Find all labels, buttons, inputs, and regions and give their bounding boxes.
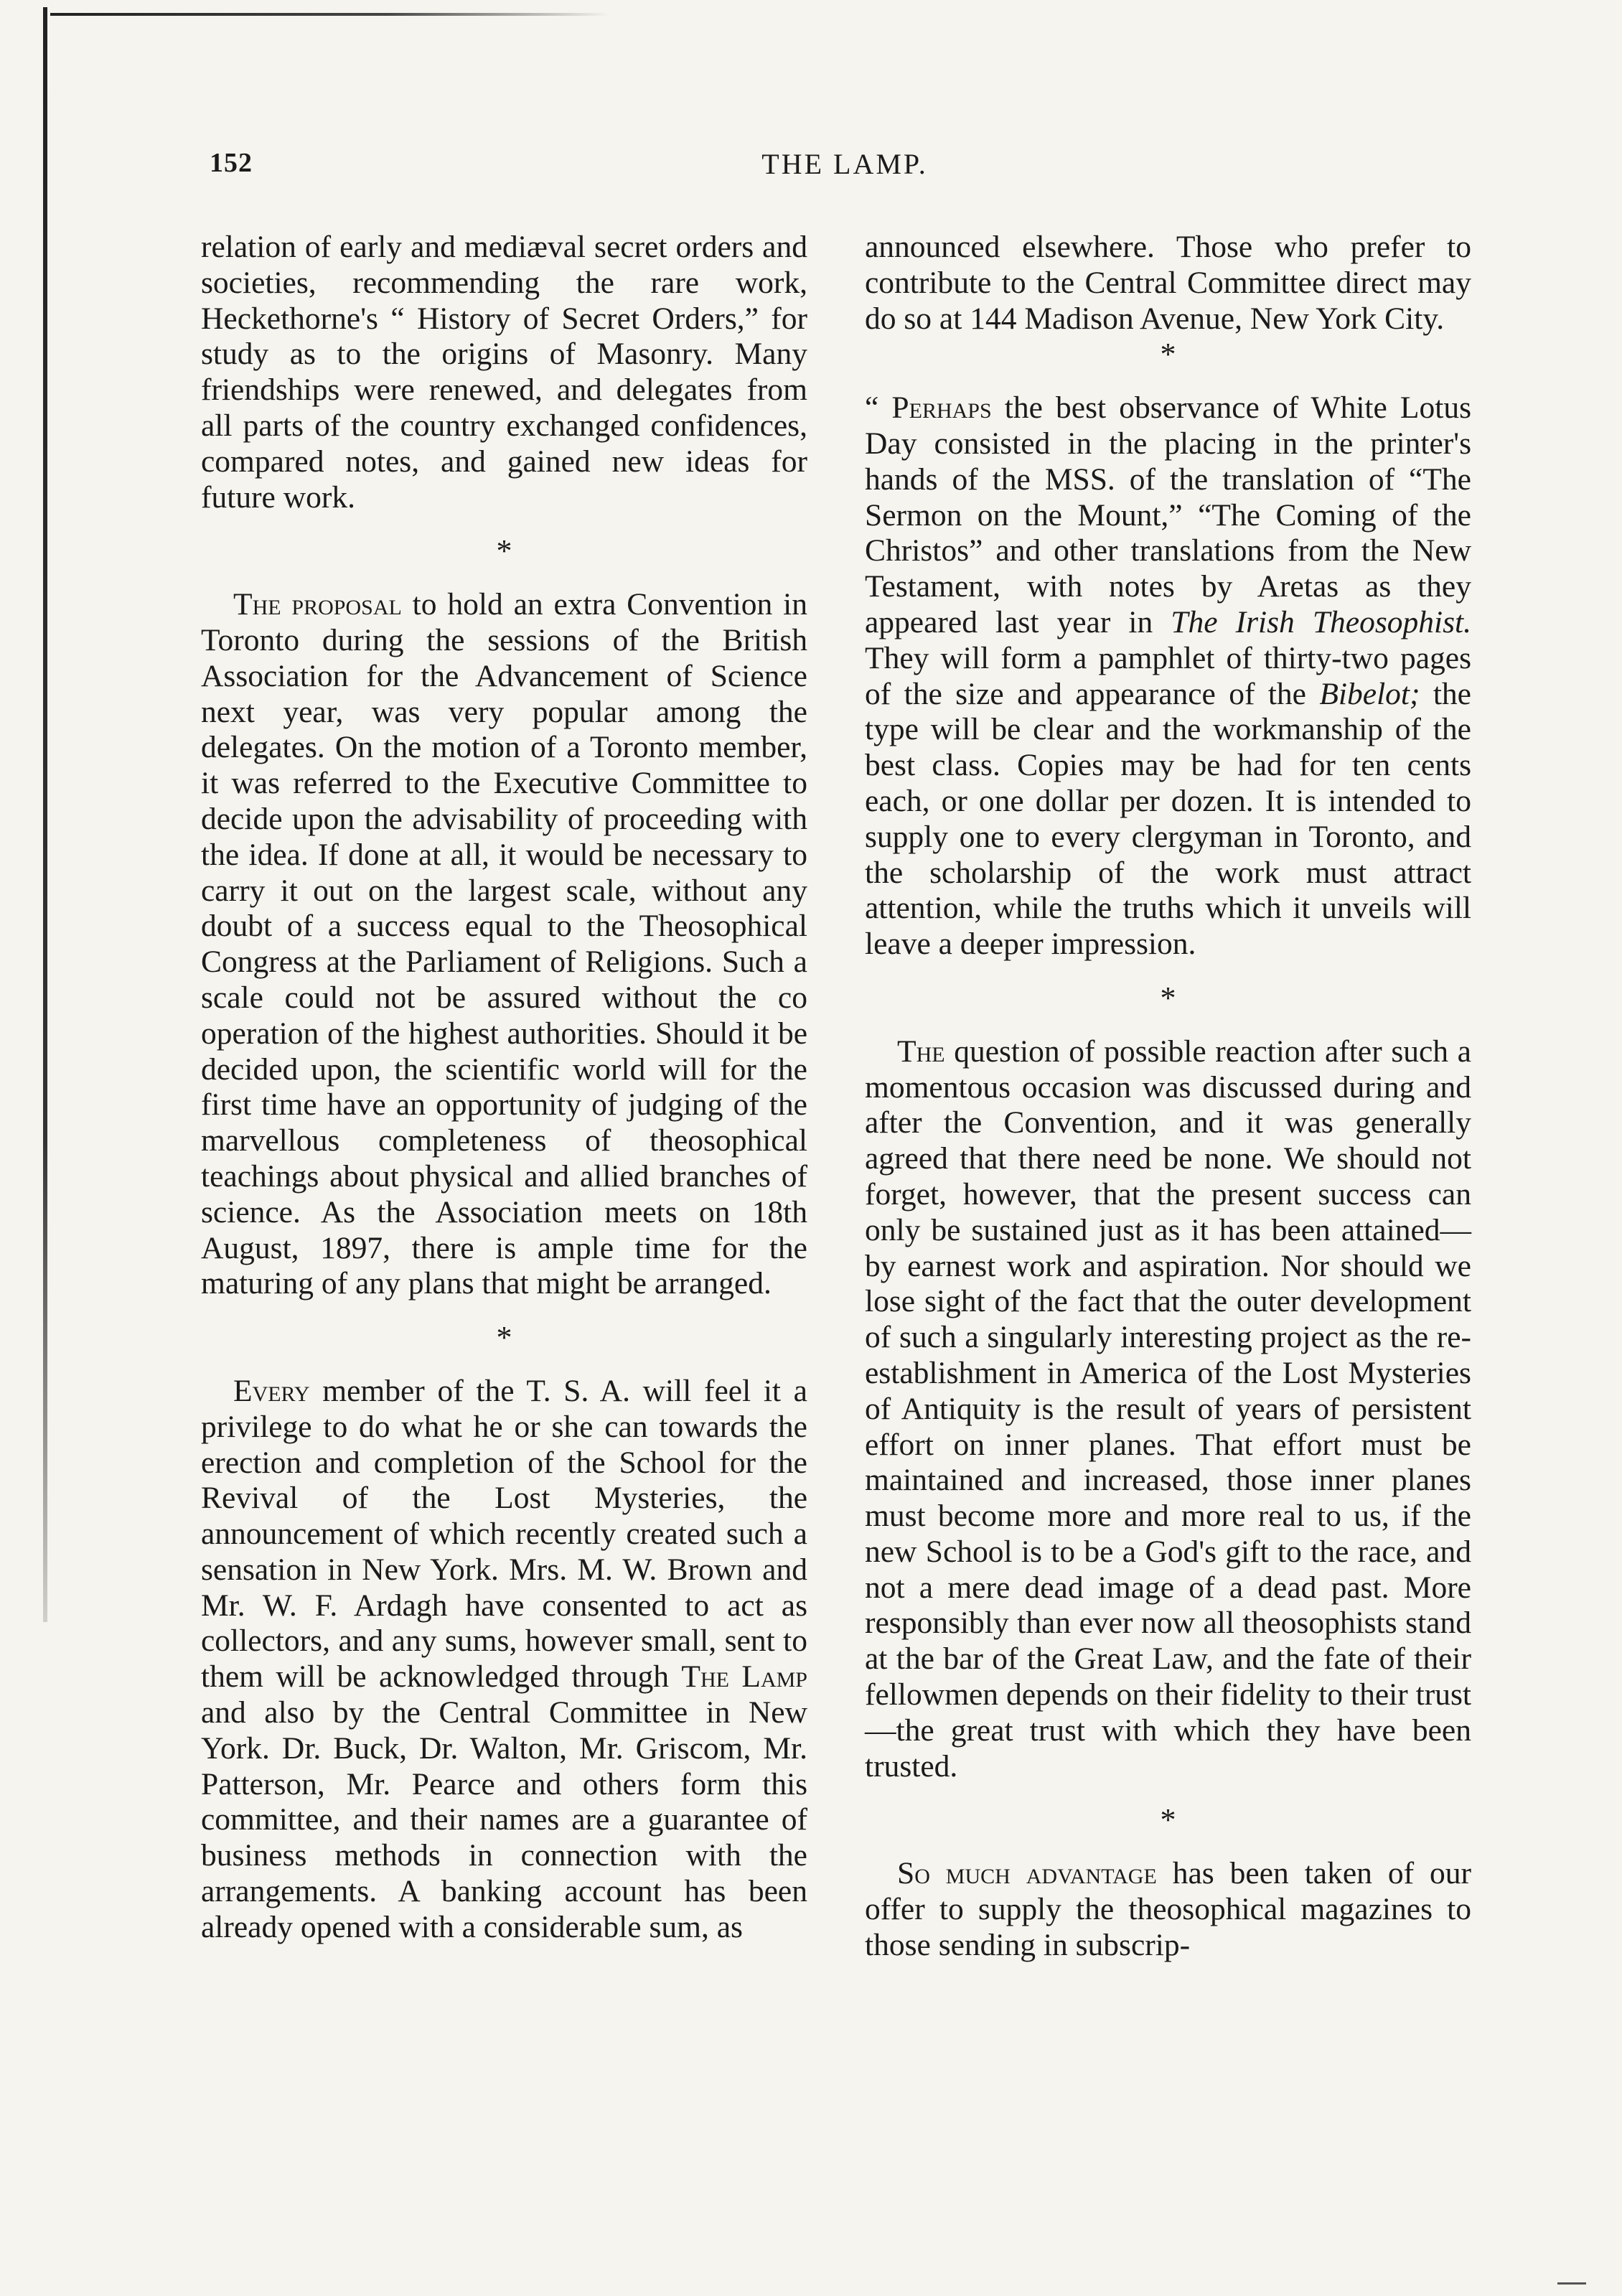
paragraph-continuation: announced elsewhere. Those who prefer to contribute to the Central Committee direct may do so at 144 Madison Avenue, New York City. (865, 230, 1471, 336)
italic-title: The Irish Theosophist. (1171, 604, 1471, 639)
paragraph-lead: The (897, 1034, 945, 1069)
paragraph-lead: The proposal (233, 587, 402, 622)
right-column (865, 230, 1471, 1964)
italic-title: Bibelot; (1319, 676, 1420, 711)
paragraph-text: question of possible reaction after such a momentous occasion was discussed during and after the Convention, and it was generally agreed that there need be none. We should not forget, however, that the present success can only be sustained just as it has been attained—by earnest work and aspiration. Nor should we lose sight of the fact that the outer development of such a singularly interesting project as the re-establishment in America of the Lost Mysteries of Antiquity is the result of years of persistent effort on inner planes. That effort must be maintained and increased, those inner planes must become more and more real to us, if the new School is to be a God's gift to the race, and not a mere dead image of a dead past. More responsibly than ever now all theosophists stand at the bar of the Great Law, and the fate of their fellowmen depends on their fidelity to their trust—the great trust with which they have been trusted. (865, 1034, 1471, 1784)
paragraph-lead: Perhaps (891, 390, 992, 426)
paragraph-proposal (201, 587, 807, 1302)
paragraph-reaction (865, 1034, 1471, 1785)
paragraph-advantage (865, 1856, 1471, 1963)
page-number: 152 (210, 148, 253, 178)
separator-asterisk: * (1160, 1802, 1176, 1838)
separator-asterisk: * (496, 533, 512, 569)
paragraph-text: and also by the Central Committee in New York. Dr. Buck, Dr. Walton, Mr. Griscom, Mr. Patterson, Mr. Pearce and others form this committee, and their names are a guarantee of business methods in connection with the arrangements. A banking account has been already opened with a considerable sum, as (201, 1695, 807, 1944)
separator-asterisk: * (1160, 980, 1176, 1016)
paragraph-text: has been taken of our offer to supply the theosophical magazines to those sending in subscrip- (865, 1856, 1471, 1962)
separator-asterisk: * (1160, 337, 1176, 372)
lamp-reference: The Lamp (681, 1659, 807, 1695)
paragraph-lead: So much advantage (897, 1856, 1157, 1891)
paragraph-text: the best observance of White Lotus Day consisted in the placing in the printer's hands of the MSS. of the translation of “The Sermon on the Mount,” “The Coming of the Christos” and other translations from the New Testament, with notes by Aretas as they appeared last year in (865, 390, 1471, 639)
paragraph-every-member (201, 1374, 807, 1946)
page-edge-shadow (43, 7, 47, 1622)
running-head: THE LAMP. (761, 148, 928, 180)
left-column (201, 230, 807, 1946)
paragraph-perhaps (865, 390, 1471, 962)
separator-asterisk: * (496, 1320, 512, 1356)
top-rule (50, 13, 610, 16)
paragraph-continuation: relation of early and mediæval secret orders and societies, recommending the rare work, Heckethorne's “ History of Secret Orders,” for study as to the origins of Masonry. Many friendships were renewed, and delegates from all parts of the country exchanged confidences, compared notes, and gained new ideas for future work. (201, 230, 807, 515)
paragraph-text: the type will be clear and the workmanship of the best class. Copies may be had for ten cents each, or one dollar per dozen. It is intended to supply one to every clergyman in Toronto, and the scholarship of the work must attract attention, while the truths which it unveils will leave a deeper impression. (865, 676, 1471, 962)
footer-mark (1557, 2282, 1586, 2285)
paragraph-text: They will form a pamphlet of thirty-two pages of the size and appearance of the (865, 640, 1471, 711)
paragraph-text: to hold an extra Convention in Toronto during the sessions of the British Association for the Advancement of Science next year, was very popular among the delegates. On the motion of a Toronto member, it was referred to the Executive Committee to decide upon the advisability of proceeding with the idea. If done at all, it would be necessary to carry it out on the largest scale, without any doubt of a success equal to the Theosophical Congress at the Parliament of Religions. Such a scale could not be assured without the co operation of the highest authorities. Should it be decided upon, the scientific world will for the first time have an opportunity of judging of the marvellous completeness of theosophical teachings about physical and allied branches of science. As the Association meets on 18th August, 1897, there is ample time for the maturing of any plans that might be arranged. (201, 587, 807, 1301)
page-header (210, 147, 1480, 190)
paragraph-lead: Every (233, 1373, 310, 1408)
opening-quote: “ (865, 390, 892, 426)
paragraph-text: member of the T. S. A. will feel it a privilege to do what he or she can towards the erection and completion of the School for the Revival of the Lost Mysteries, the announcement of which recently created such a sensation in New York. Mrs. M. W. Brown and Mr. W. F. Ardagh have consented to act as collectors, and any sums, however small, sent to them will be acknowledged through (201, 1373, 807, 1695)
